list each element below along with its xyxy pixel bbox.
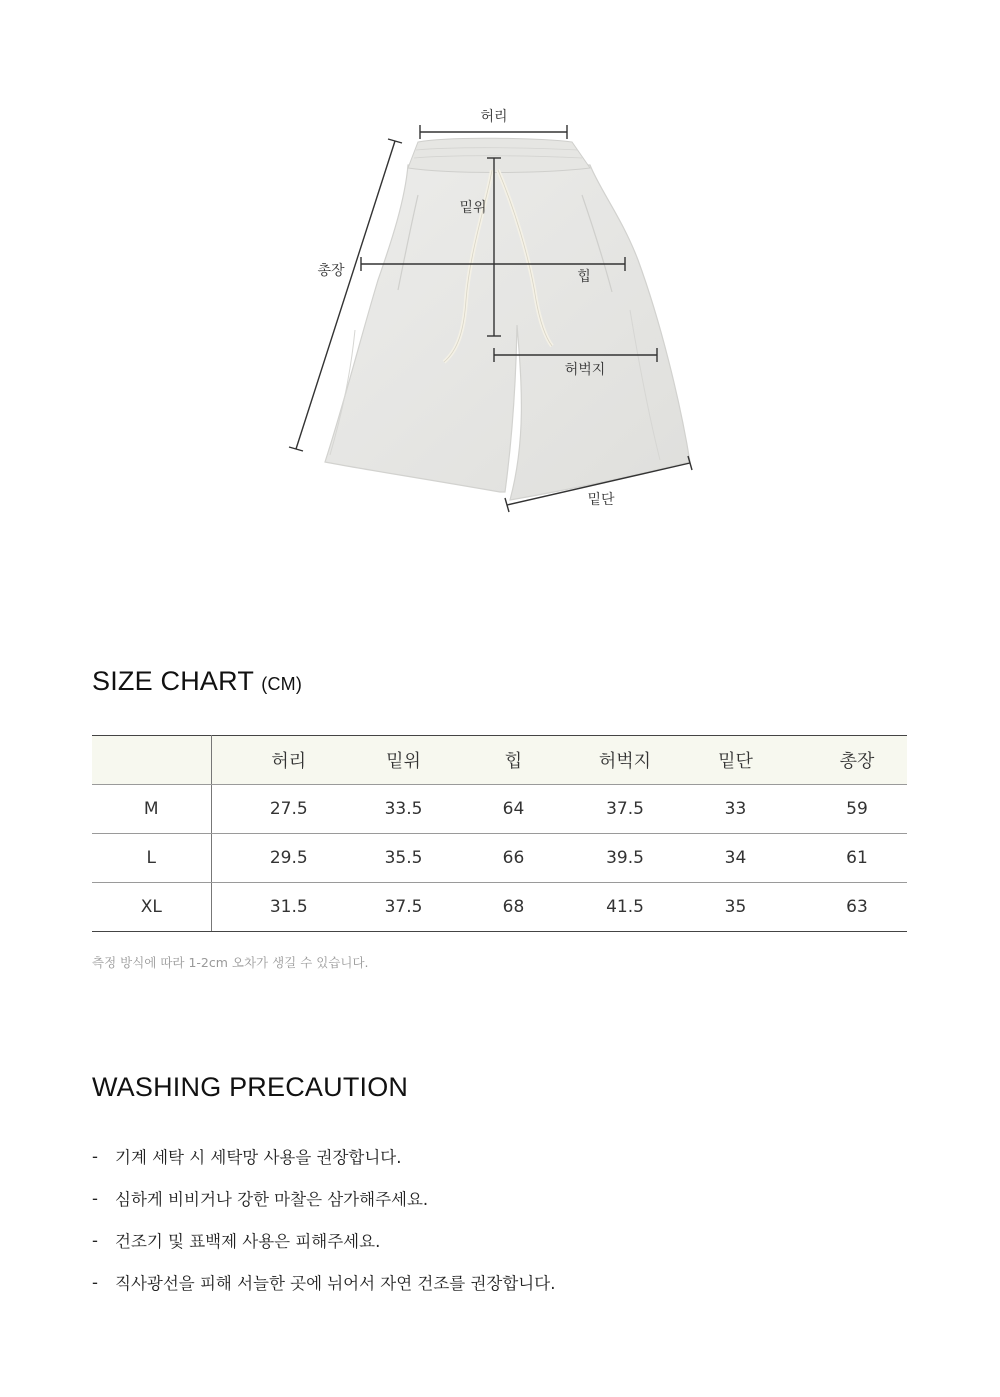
thigh-label: 허벅지 bbox=[564, 362, 606, 378]
waist-label: 허리 bbox=[480, 109, 508, 125]
list-item-text: 직사광선을 피해 서늘한 곳에 뉘어서 자연 건조를 권장합니다. bbox=[115, 1274, 556, 1293]
list-item bbox=[92, 1177, 555, 1219]
bullet-dash: - bbox=[92, 1272, 98, 1292]
value-cell: 61 bbox=[807, 834, 907, 883]
value-cell: 63 bbox=[807, 883, 907, 932]
bullet-dash: - bbox=[92, 1230, 98, 1250]
total-length-label: 총장 bbox=[317, 263, 345, 279]
value-cell: 66 bbox=[441, 834, 586, 883]
header-cell-hem: 밑단 bbox=[664, 736, 807, 785]
header-cell-hip: 힙 bbox=[441, 736, 586, 785]
bullet-dash: - bbox=[92, 1146, 98, 1166]
value-cell: 35 bbox=[664, 883, 807, 932]
list-item-text: 기계 세탁 시 세탁망 사용을 권장합니다. bbox=[115, 1148, 402, 1167]
list-item bbox=[92, 1219, 555, 1261]
table-row bbox=[92, 834, 907, 883]
value-cell: 64 bbox=[441, 785, 586, 834]
value-cell: 59 bbox=[807, 785, 907, 834]
size-chart-table bbox=[92, 735, 907, 932]
hip-label: 힙 bbox=[577, 269, 591, 285]
header-cell-total-length: 총장 bbox=[807, 736, 907, 785]
value-cell: 34 bbox=[664, 834, 807, 883]
table-header-row bbox=[92, 736, 907, 785]
bullet-dash: - bbox=[92, 1188, 98, 1208]
size-cell: XL bbox=[92, 883, 211, 932]
value-cell: 31.5 bbox=[211, 883, 366, 932]
value-cell: 39.5 bbox=[586, 834, 664, 883]
washing-title: WASHING PRECAUTION bbox=[92, 1072, 409, 1102]
hem-label: 밑단 bbox=[587, 492, 615, 508]
size-chart-note: 측정 방식에 따라 1-2cm 오차가 생길 수 있습니다. bbox=[92, 955, 369, 970]
list-item bbox=[92, 1261, 555, 1303]
value-cell: 41.5 bbox=[586, 883, 664, 932]
value-cell: 37.5 bbox=[366, 883, 441, 932]
header-cell-blank bbox=[92, 736, 211, 785]
rise-label: 밑위 bbox=[459, 200, 487, 216]
value-cell: 35.5 bbox=[366, 834, 441, 883]
value-cell: 68 bbox=[441, 883, 586, 932]
header-cell-rise: 밑위 bbox=[366, 736, 441, 785]
size-chart-title bbox=[92, 666, 302, 697]
value-cell: 33 bbox=[664, 785, 807, 834]
value-cell: 37.5 bbox=[586, 785, 664, 834]
shorts-measurement-diagram bbox=[0, 0, 1000, 600]
list-item-text: 심하게 비비거나 강한 마찰은 삼가해주세요. bbox=[115, 1190, 429, 1209]
size-cell: L bbox=[92, 834, 211, 883]
table-row bbox=[92, 785, 907, 834]
size-cell: M bbox=[92, 785, 211, 834]
header-cell-thigh: 허벅지 bbox=[586, 736, 664, 785]
size-chart-unit: (CM) bbox=[261, 674, 303, 694]
shorts-illustration bbox=[325, 138, 690, 500]
list-item bbox=[92, 1135, 555, 1177]
washing-list bbox=[92, 1135, 555, 1303]
size-chart-title-text: SIZE CHART bbox=[92, 666, 254, 696]
list-item-text: 건조기 및 표백제 사용은 피해주세요. bbox=[115, 1232, 381, 1251]
table-row bbox=[92, 883, 907, 932]
value-cell: 29.5 bbox=[211, 834, 366, 883]
header-cell-waist: 허리 bbox=[211, 736, 366, 785]
value-cell: 27.5 bbox=[211, 785, 366, 834]
value-cell: 33.5 bbox=[366, 785, 441, 834]
